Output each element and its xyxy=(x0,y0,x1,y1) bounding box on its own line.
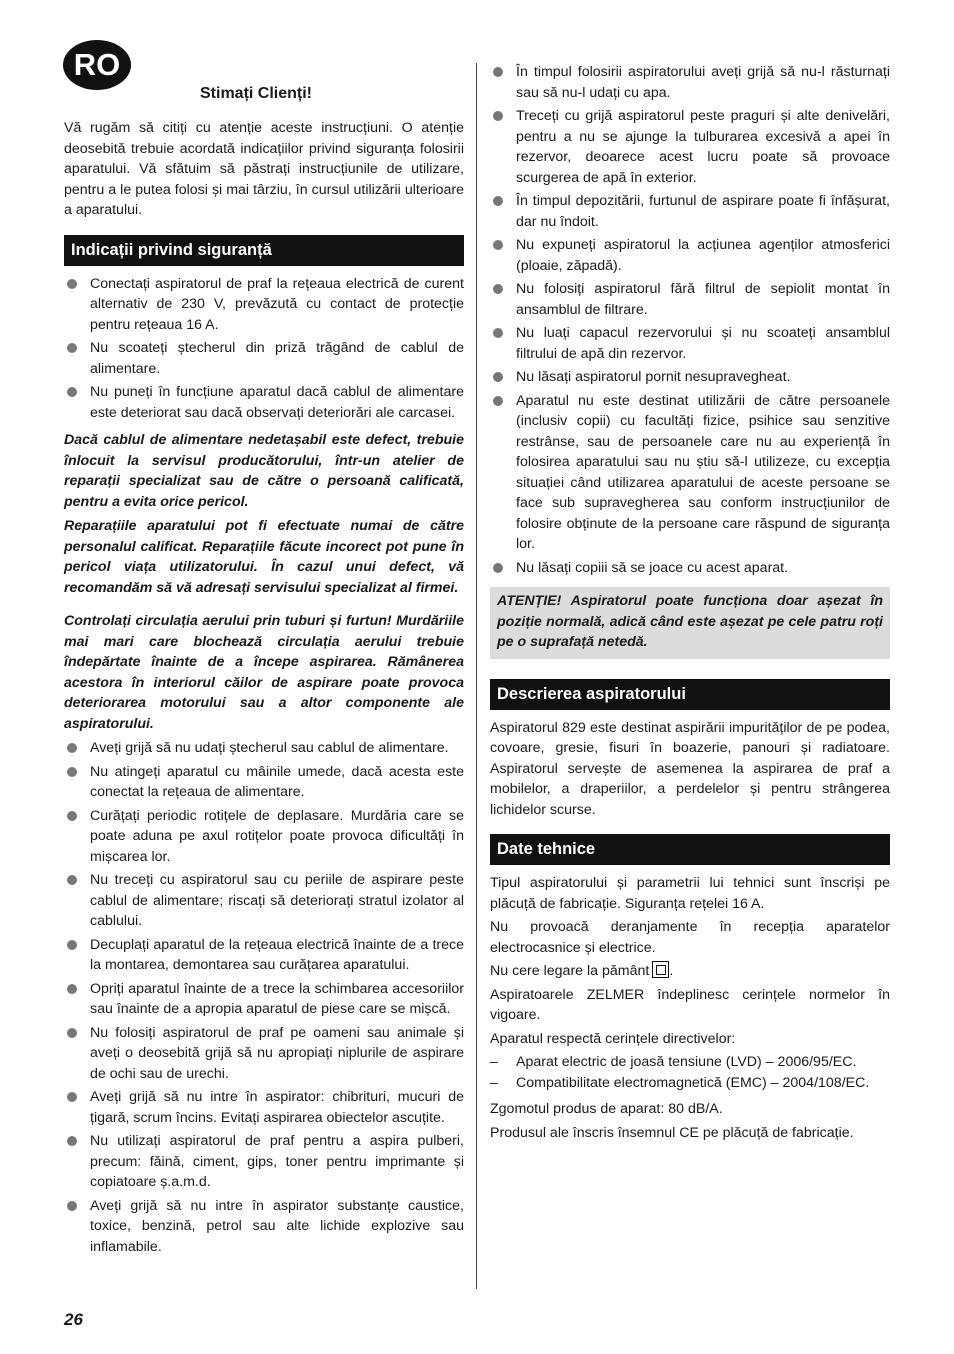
list-item: Nu atingeți aparatul cu mâinile umede, dacă acesta este conectat la rețeaua de alimentare. xyxy=(64,762,464,803)
attention-box: ATENȚIE! Aspiratorul poate funcționa doar așezat în poziție normală, adică când este așezat pe cele patru roți pe o suprafață netedă. xyxy=(490,587,890,659)
list-item: – Compatibilitate electromagnetică (EMC) – 2004/108/EC. xyxy=(490,1073,890,1094)
list-item: Curățați periodic rotițele de deplasare. Murdăria care se poate aduna pe axul rotițelor poate provoca dificultăți în mișcarea lor. xyxy=(64,806,464,868)
list-item: Conectați aspiratorul de praf la rețeaua electrică de curent alternativ de 230 V, prevăzută cu contact de protecție pentru rețeaua 16 A. xyxy=(64,274,464,336)
left-column xyxy=(64,118,464,1257)
list-item: În timpul depozitării, furtunul de aspirare poate fi înfășurat, dar nu îndoit. xyxy=(490,191,890,232)
technical-p3 xyxy=(490,961,890,982)
list-item: Nu lăsați copiii să se joace cu acest aparat. xyxy=(490,558,890,579)
greeting: Stimați Clienți! xyxy=(200,85,313,102)
list-item: Nu lăsați aspiratorul pornit nesupravegheat. xyxy=(490,367,890,388)
list-item: Treceți cu grijă aspiratorul peste praguri și alte denivelări, pentru a nu se ajunge la tulburarea excesivă a apei în rezervor, deoarece acest lucru poate să provoace scurgerea de apă în exterior. xyxy=(490,106,890,188)
technical-p4: Aspiratoarele ZELMER îndeplinesc cerințele normelor în vigoare. xyxy=(490,986,890,1023)
language-badge: RO xyxy=(63,40,131,90)
list-item: Aveți grijă să nu udați ștecherul sau cablul de alimentare. xyxy=(64,738,464,759)
directives-list xyxy=(490,1052,890,1093)
page-number: 26 xyxy=(64,1310,83,1329)
safety-list-b xyxy=(64,738,464,1257)
list-item: Nu utilizați aspiratorul de praf pentru a aspira pulberi, precum: făină, ciment, gips, toner pentru imprimante și copiatoare ș.a.m.d. xyxy=(64,1131,464,1193)
list-item: În timpul folosirii aspiratorului aveți grijă să nu-l răsturnați sau să nu-l udați cu apa. xyxy=(490,62,890,103)
column-divider xyxy=(476,63,477,1289)
technical-heading: Date tehnice xyxy=(490,834,890,865)
list-item: Nu expuneți aspiratorul la acțiunea agenților atmosferici (ploaie, zăpadă). xyxy=(490,235,890,276)
technical-p6: Zgomotul produs de aparat: 80 dB/A. xyxy=(490,1101,723,1117)
right-column xyxy=(490,62,890,1143)
list-item: Aveți grijă să nu intre în aspirator: chibrituri, mucuri de țigară, scrum încins. Evitați aspirarea obiectelor ascuțite. xyxy=(64,1087,464,1128)
list-item: Nu scoateți ștecherul din priză trăgând de cablul de alimentare. xyxy=(64,338,464,379)
description-heading: Descrierea aspiratorului xyxy=(490,679,890,710)
intro-paragraph: Vă rugăm să citiți cu atenție aceste instrucțiuni. O atenție deosebită trebuie acordată indicațiilor privind siguranța folosirii aparatului. Vă sfătuim să păstrați instrucțiunile de utilizare, pentru a le putea folosi și mai târziu, în cursul utilizării ulterioare a aparatului. xyxy=(64,120,464,218)
technical-p5: Aparatul respectă cerințele directivelor: xyxy=(490,1030,736,1047)
description-paragraph: Aspiratorul 829 este destinat aspirării impurităților de pe podea, covoare, gresie, fisuri în boazerie, panouri și radiatoare. Aspiratorul servește de asemenea la aspirarea de praf a mobilelor, a draperiilor, a perdelelor și pentru strângerea lichidelor scurse. xyxy=(490,719,890,818)
warning-repairs: Reparațiile aparatului pot fi efectuate numai de către personalul calificat. Reparațiile făcute incorect pot pune în pericol viața utilizatorului. În cazul unui defect, vă recomandăm să vă adresați servisului specializat al firmei. xyxy=(64,518,464,596)
list-item: Decuplați aparatul de la rețeaua electrică înainte de a trece la montarea, demontarea sau curățarea aparatului. xyxy=(64,935,464,976)
technical-p7: Produsul ale înscris însemnul CE pe plăcuță de fabricație. xyxy=(490,1124,854,1141)
list-item: Nu puneți în funcțiune aparatul dacă cablul de alimentare este deteriorat sau dacă observați deteriorări ale carcasei. xyxy=(64,382,464,423)
list-item: Aparatul nu este destinat utilizării de către persoanele (inclusiv copii) cu facultăți fizice, psihice sau senzitive restrânse, sau de persoanele care nu au experiență în folosirea aparatului sau nu știu să-l utilizeze, cu excepția situației când utilizarea aparatului de aceste persoane se face sub supravegherea sau conform instrucțiunilor de folosire obținute de la persoane care răspund de siguranța lor. xyxy=(490,391,890,555)
list-item: Aveți grijă să nu intre în aspirator substanțe caustice, toxice, benzină, petrol sau alte lichide explozive sau inflamabile. xyxy=(64,1196,464,1258)
safety-list-c xyxy=(490,62,890,578)
list-item: Nu luați capacul rezervorului și nu scoateți ansamblul filtrului de apă din rezervor. xyxy=(490,323,890,364)
technical-p2: Nu provoacă deranjamente în recepția aparatelor electrocasnice și electrice. xyxy=(490,919,890,956)
no-grounding-end: . xyxy=(669,963,674,979)
double-insulation-icon xyxy=(652,961,669,978)
warning-airflow: Controlați circulația aerului prin tuburi și furtun! Murdăriile mai mari care blochează circulația aerului trebuie îndepărtate înainte de a începe aspirarea. Rămânerea acestora în interiorul căilor de aspirare poate provoca deteriorarea motorului sau a altor componente ale aspiratorului. xyxy=(64,613,464,732)
list-item: Opriți aparatul înainte de a trece la schimbarea accesoriilor sau înainte de a apropia aparatul de piese care se mișcă. xyxy=(64,979,464,1020)
list-item: Nu treceți cu aspiratorul sau cu periile de aspirare peste cablul de alimentare; riscați să deteriorați stratul izolator al cablului. xyxy=(64,870,464,932)
list-item: Nu folosiți aspiratorul fără filtrul de sepiolit montat în ansamblul de filtrare. xyxy=(490,279,890,320)
warning-cable: Dacă cablul de alimentare nedetașabil este defect, trebuie înlocuit la servisul producătorului, într-un atelier de reparații specializat sau de către o persoană calificată, pentru a evita orice pericol. xyxy=(64,432,464,510)
safety-heading: Indicații privind siguranță xyxy=(64,235,464,266)
list-item: Nu folosiți aspiratorul de praf pe oameni sau animale și aveți o deosebită grijă să nu apropiați niplurile de aspirare de ochi sau de urechi. xyxy=(64,1023,464,1085)
technical-p1: Tipul aspiratorului și parametrii lui tehnici sunt înscriși pe plăcuță de fabricație. Siguranța rețelei 16 A. xyxy=(490,875,890,912)
list-item: – Aparat electric de joasă tensiune (LVD) – 2006/95/EC. xyxy=(490,1052,890,1073)
safety-list-a xyxy=(64,274,464,424)
no-grounding-text: Nu cere legare la pământ xyxy=(490,963,650,979)
